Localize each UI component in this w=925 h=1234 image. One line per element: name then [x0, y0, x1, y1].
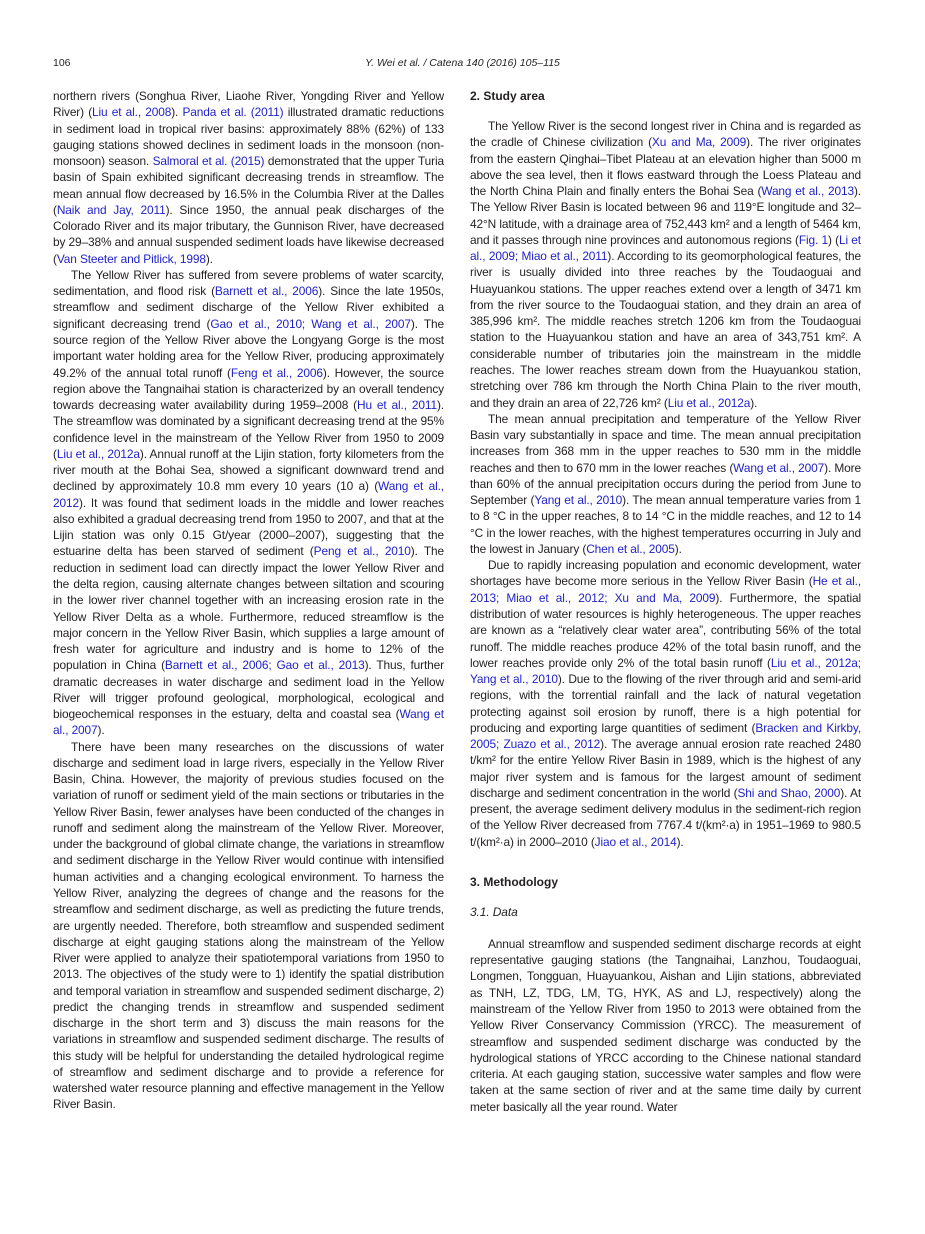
citation-link[interactable]: Gao et al., 2010; Wang et al., 2007 — [210, 316, 411, 331]
subsection-heading-data: 3.1. Data — [470, 904, 518, 919]
paragraph-text: ). The source region of the Yellow River above the Longyang Gorge is the most important water holding area for the Yellow River, producing approximately 49.2% of the annual total runoff ( — [53, 316, 444, 380]
right-column — [470, 88, 861, 1115]
citation-link[interactable]: Wang et al., 2007 — [733, 460, 825, 475]
paragraph-text: illustrated dramatic reductions in sediment load in tropical river basins: approximately 88% (62%) of 133 gauging stations showed declines in sediment loads in the monsoon (non-monsoon) season. — [53, 105, 445, 169]
paragraph-text: ). The streamflow was dominated by a significant decreasing trend at the 95% confidence level in the mainstream of the Yellow River from 1950 to 2009 ( — [53, 398, 444, 461]
citation-link[interactable]: He et al., 2013; Miao et al., 2012; Xu and Ma, 2009 — [470, 574, 862, 605]
paragraph-text: ). The average annual erosion rate reached 2480 t/km² for the entire Yellow River Basin in 1989, which is the highest of any major river system and is famous for the largest amount of sediment discharge and sediment concentration in the world ( — [470, 737, 861, 800]
paragraph-text: ). Thus, further dramatic decreases in water discharge and sediment load in the Yellow River will trigger profound geological, morphological, ecological and biogeochemical responses in the estuary, delta and coastal sea ( — [53, 658, 444, 722]
data-paragraphs — [470, 936, 861, 1115]
paragraph-text: ). — [171, 105, 183, 120]
citation-link[interactable]: Chen et al., 2005 — [586, 541, 675, 556]
paragraph-text: ). — [676, 834, 684, 849]
study-area-paragraphs — [470, 118, 861, 850]
paragraph-text: ). — [674, 541, 682, 556]
citation-link[interactable]: Panda et al. (2011) — [182, 105, 284, 120]
citation-link[interactable]: Feng et al., 2006 — [230, 365, 323, 380]
left-column — [53, 88, 444, 1113]
body-paragraph — [470, 936, 861, 1115]
left-paragraphs — [53, 88, 444, 1113]
paragraph-text: The mean annual precipitation and temperature of the Yellow River Basin vary substantially in space and time. The mean annual precipitation increases from 368 mm in the upper reaches to 530 mm in the middle reaches and then to 670 mm in the lower reaches ( — [470, 411, 861, 475]
paragraph-text: ). — [205, 251, 213, 266]
paragraph-text: ). — [750, 395, 758, 410]
paragraph-text: northern rivers (Songhua River, Liaohe River, Yongding River and Yellow River) ( — [53, 89, 444, 120]
paragraph-text: ). Since 1950, the annual peak discharges of the Colorado River and its major tributary, the Gunnison River, have decreased by 29–38% and annual suspended sediment loads have likewise decreased ( — [53, 202, 444, 266]
citation-link[interactable]: Bracken and Kirkby, 2005; Zuazo et al., 2012 — [470, 720, 862, 752]
paragraph-text: ). The Yellow River Basin is located between 96 and 119°E longitude and 32–42°N latitude, with a drainage area of 752,443 km² and a length of 5464 km, and it passes through nine provinces and autonomous regions ( — [470, 184, 861, 247]
paragraph-text: Annual streamflow and suspended sediment discharge records at eight representative gauging stations (the Tangnaihai, Lanzhou, Toudaoguai, Longmen, Tongguan, Huayuankou, Aishan and Lijin stations, abbreviated as TNH, LZ, TDG, LM, TG, HYK, AS and LJ, respectively) along the mainstream of the Yellow River from 1950 to 2013 were obtained from the Yellow River Conservancy Commission (YRCC). The measurement of streamflow and suspended sediment discharge was conducted by the hydrological stations of YRCC according to the Chinese national standard criteria. At each gauging station, successive water samples and flow were taken at the same section of river and at the same time daily by current meter basically all the year round. Water — [470, 936, 861, 1114]
body-paragraph — [53, 267, 444, 739]
citation-link[interactable]: Van Steeter and Pitlick, 1998 — [56, 251, 206, 266]
citation-link[interactable]: Liu et al., 2012a; Yang et al., 2010 — [470, 655, 861, 687]
citation-link[interactable]: Yang et al., 2010 — [534, 493, 623, 508]
paragraph-text: ). Due to the flowing of the river through arid and semi-arid regions, with the torrential rainfall and the lack of natural vegetation protecting against soil erosion by runoff, there is a high potential for producing and exporting large quantities of sediment ( — [470, 672, 861, 735]
body-paragraph — [470, 411, 861, 557]
running-head: Y. Wei et al. / Catena 140 (2016) 105–115 — [365, 57, 560, 69]
citation-link[interactable]: Barnett et al., 2006; Gao et al., 2013 — [164, 658, 365, 673]
paragraph-text: demonstrated that the upper Turia basin of Spain exhibited significant decreasing trends in streamflow. The mean annual flow decreased by 16.5% in the Columbia River at the Dalles ( — [53, 154, 444, 217]
citation-link[interactable]: Shi and Shao, 2000 — [737, 785, 841, 800]
citation-link[interactable]: Wang et al., 2012 — [53, 479, 444, 510]
citation-link[interactable]: Naik and Jay, 2011 — [56, 202, 166, 217]
paragraph-text: ). At present, the average sediment delivery modulus in the sediment-rich region of the Yellow River decreased from 7767.4 t/(km²·a) in 1951–1969 to 980.5 t/(km²·a) in 2000–2010 ( — [470, 785, 862, 849]
citation-link[interactable]: Barnett et al., 2006 — [214, 284, 319, 299]
paragraph-text: ). It was found that sediment loads in the middle and lower reaches also exhibited a gradual decreasing trend from 1950 to 2007, and that at the Lijin station was only 0.15 Gt/year (2000–2007), suggesting that the estuarine delta has been starved of sediment ( — [53, 495, 444, 559]
paragraph-text: ). Since the late 1950s, streamflow and sediment discharge of the Yellow River exhibited a significant decreasing trend ( — [53, 284, 444, 331]
citation-link[interactable]: Liu et al., 2008 — [92, 105, 172, 120]
citation-link[interactable]: Liu et al., 2012a — [667, 395, 751, 410]
citation-link[interactable]: Wang et al., 2013 — [761, 184, 854, 199]
citation-link[interactable]: Fig. 1 — [798, 232, 828, 247]
citation-link[interactable]: Hu et al., 2011 — [356, 398, 437, 413]
page-number: 106 — [53, 57, 71, 69]
citation-link[interactable]: Li et al., 2009; Miao et al., 2011 — [470, 232, 861, 264]
citation-link[interactable]: Salmoral et al. (2015) — [152, 154, 265, 169]
body-paragraph — [470, 118, 861, 411]
paragraph-text: ) ( — [828, 232, 839, 247]
paragraph-text: Due to rapidly increasing population and economic development, water shortages have become more serious in the Yellow River Basin ( — [470, 558, 861, 589]
section-heading-study-area: 2. Study area — [470, 89, 545, 103]
body-paragraph — [53, 88, 444, 267]
paragraph-text: ). However, the source region above the Tangnaihai station is characterized by an overall tendency towards decreasing water availability during 1959–2008 ( — [53, 365, 444, 413]
paragraph-text: ). Furthermore, the spatial distribution of water resources is highly heterogeneous. The upper reaches are known as a “relatively clear water area”, contributing 56% of the total runoff. The middle reaches produce 42% of the total basin runoff, and the lower reaches provide only 2% of the total basin runoff ( — [470, 590, 861, 670]
citation-link[interactable]: Liu et al., 2012a — [56, 446, 140, 461]
paragraph-text: ). According to its geomorphological features, the river is usually divided into three reaches by the Toudaoguai and Huayuankou stations. The upper reaches extend over a length of 3471 km from the river source to the Toudaoguai station, and they drain an area of 385,996 km². The middle reaches stretch 1206 km from the Toudaoguai station to the Huayuankou station and have an area of 343,751 km². A considerable number of tributaries join the mainstream in the middle reaches. The lower reaches stream down from the Huayuankou station, stretching over 786 km through the North China Plain to the river mouth, and they drain an area of 22,726 km² ( — [470, 249, 861, 410]
citation-link[interactable]: Xu and Ma, 2009 — [651, 135, 747, 150]
paragraph-text: ). The reduction in sediment load can directly impact the lower Yellow River and the delta region, causing alternate changes between siltation and scouring in the lower river channel together with an increasing erosion rate in the Yellow River Delta as a whole. Furthermore, reduced streamflow is the major concern in the Yellow River Basin, which supplies a large amount of fresh water for agriculture and industry and is home to 12% of the population in China ( — [53, 544, 445, 673]
citation-link[interactable]: Jiao et al., 2014 — [594, 834, 677, 849]
paragraph-text: ). The river originates from the eastern Qinghai–Tibet Plateau at an elevation higher than 5000 m above the sea level, then it flows eastward through the Loess Plateau and the North China Plain and finally enters the Bohai Sea ( — [470, 135, 861, 199]
paragraph-text: The Yellow River has suffered from severe problems of water scarcity, sedimentation, and flood risk ( — [53, 267, 444, 299]
body-paragraph — [470, 557, 861, 850]
paragraph-text: There have been many researches on the discussions of water discharge and sediment load in large rivers, especially in the Yellow River Basin, China. However, the majority of previous studies focused on the variation of runoff or sediment yield of the main sections or tributaries in the Yellow River Basin, fewer analyses have been conducted of the changes in runoff and sediment along the mainstream of the Yellow River. Moreover, under the background of global climate change, the variations in streamflow and sediment discharge in the Yellow River would continue with intensified human activities and a changing ecological environment. To harness the Yellow River, analyzing the degrees of change and the reasons for the streamflow and sediment discharge, as well as predicting the future trends, are urgently needed. Therefore, both streamflow and suspended sediment discharge at eight gauging stations along the mainstream of the Yellow River were applied to analyze their spatiotemporal variations from 1950 to 2013. The objectives of the study were to 1) identify the spatial distribution and temporal variation in streamflow and suspended sediment discharge, 2) predict the changing trends in streamflow and suspended sediment discharge in the short term and 3) discuss the main reasons for the variations in streamflow and suspended sediment discharge. The results of this study will be helpful for understanding the detailed hydrological regime of streamflow and sediment discharge and to provide a reference for watershed water resource planning and effective management in the Yellow River Basin. — [53, 739, 444, 1112]
paragraph-text: ). — [97, 723, 105, 738]
paragraph-text: ). Annual runoff at the Lijin station, forty kilometers from the river mouth at the Bohai Sea, showed a significant downward trend and declined by approximately 10.8 mm every 10 years (10 a) ( — [53, 446, 444, 494]
paragraph-text: The Yellow River is the second longest river in China and is regarded as the cradle of Chinese civilization ( — [470, 119, 861, 150]
citation-link[interactable]: Wang et al., 2007 — [53, 707, 444, 738]
paragraph-text: ). More than 60% of the annual precipitation occurs during the period from June to September ( — [470, 460, 861, 508]
citation-link[interactable]: Peng et al., 2010 — [313, 544, 411, 559]
body-paragraph — [53, 739, 444, 1113]
section-heading-methodology: 3. Methodology — [470, 874, 558, 889]
paragraph-text: ). The mean annual temperature varies from 1 to 8 °C in the upper reaches, 8 to 14 °C in the middle reaches, and 12 to 14 °C in the lower reaches, with the highest temperatures occurring in July and the lowest in January ( — [470, 493, 861, 556]
